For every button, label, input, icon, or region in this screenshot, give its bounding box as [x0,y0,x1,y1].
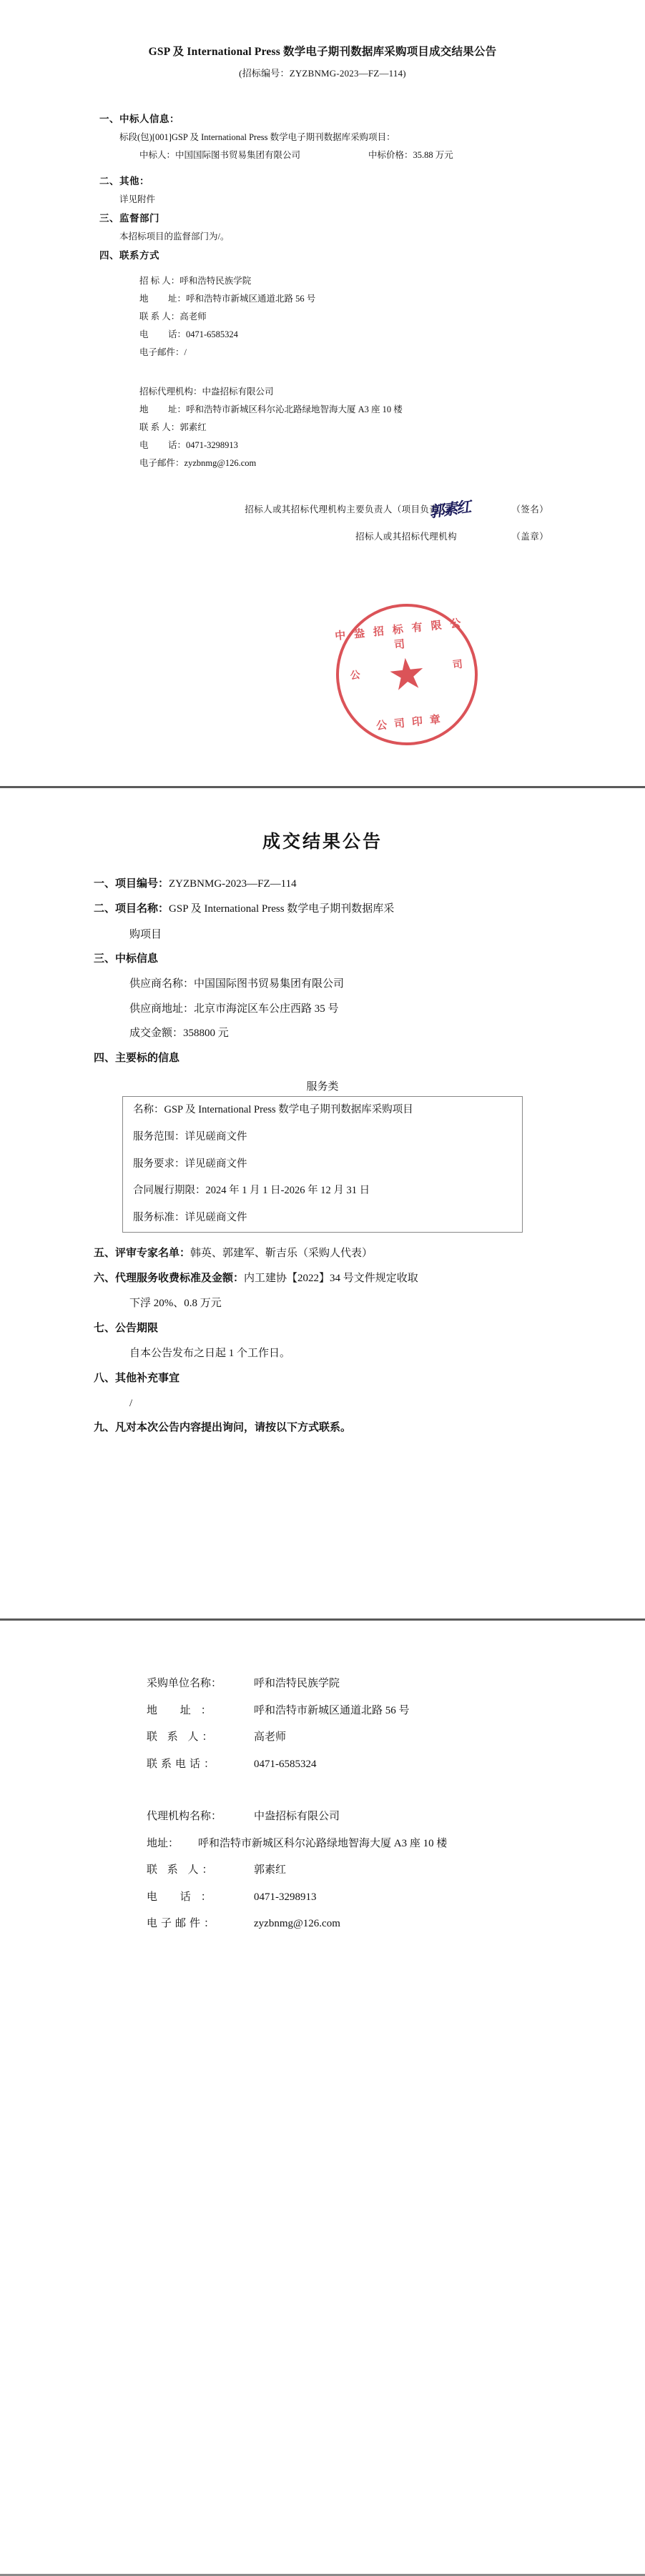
buyer-person-row [147,1724,577,1751]
subject-table [122,1096,523,1233]
tenderee-email-value: / [184,347,187,358]
table-row: 名称：GSP 及 International Press 数学电子期刊数据库采购项目 [133,1104,413,1115]
tenderee-address-label: 地 [139,294,152,304]
agent3-name-label: 代理机构名称： [147,1811,222,1822]
signature-line-person [68,497,577,524]
tenderee-contact-value: 呼和浩特民族学院 [179,276,252,287]
experts-label: 五、评审专家名单： [94,1247,191,1259]
tenderee-person-label: 联 系 人： [139,312,180,322]
seal-left-text: 公 [350,670,361,682]
agent3-phone-value: 0471-3298913 [254,1891,317,1903]
signature-line-person-tail: （签名） [511,504,548,515]
project-number-label: 一、项目编号： [94,878,169,890]
tenderee-address [139,290,577,308]
page1-title: GSP 及 International Press 数学电子期刊数据库采购项目成交结果公告 [148,46,497,58]
buyer-address-label: 地 址： [147,1704,222,1716]
experts-row [94,1241,577,1266]
tenderee-person-value: 高老师 [179,312,207,322]
supervision-body: 本招标项目的监督部门为/。 [119,232,230,242]
winner-label: 中标人： [139,150,176,161]
agent3-phone-row [147,1884,577,1911]
signature-line-org-label: 招标人或其招标代理机构 [355,531,457,542]
tenderee-phone [139,326,577,344]
agent-name-value: 中盎招标有限公司 [202,387,274,397]
agent3-address-value: 呼和浩特市新城区科尔沁路绿地智海大厦 A3 座 10 楼 [198,1837,448,1849]
tenderee-email-label: 电子邮件： [139,347,184,358]
agent-phone-colon: 话： [168,440,187,451]
section-heading-winner: 一、中标人信息： [99,114,179,125]
page-1 [0,0,645,786]
agent-fee-row [94,1266,577,1291]
agent-fee-label: 六、代理服务收费标准及金额： [94,1273,245,1284]
buyer-person-label: 联 系 人： [147,1731,217,1743]
tenderee-phone-colon: 话： [168,329,187,340]
seal-star-icon: ★ [385,649,429,700]
price-value: 35.88 万元 [413,150,453,161]
project-number-row [94,872,577,897]
agent3-person-value: 郭素红 [254,1864,287,1876]
tenderee-address-value: 呼和浩特市新城区通道北路 56 号 [186,294,316,304]
agent3-name-row [147,1804,577,1831]
agent-person-label: 联 系 人： [139,422,180,433]
price-label: 中标价格： [368,150,413,161]
agent3-email-value: zyzbnmg@126.com [254,1918,340,1929]
project-name-value-cont: 购项目 [129,928,162,940]
agent3-address-label: 地址： [147,1837,179,1849]
agent-address [139,401,577,419]
agent-phone-value: 0471-3298913 [186,440,238,451]
agent3-phone-label: 电 话： [147,1891,222,1903]
handwritten-signature: 郭素红 [428,497,471,522]
buyer-name-value: 呼和浩特民族学院 [254,1678,340,1689]
agent-name-label: 招标代理机构： [139,387,202,397]
deal-amount: 成交金额：358800 元 [129,1028,229,1040]
agent-email-label: 电子邮件： [139,458,184,469]
table-row: 服务范围：详见磋商文件 [133,1130,247,1143]
agent-email [139,454,577,472]
project-name-label: 二、项目名称： [94,903,169,915]
agent3-person-row [147,1857,577,1884]
signature-line-org [68,524,577,551]
agent3-name-value: 中盎招标有限公司 [254,1811,340,1822]
agent-name-row [139,383,577,401]
agent-address-label: 地 [139,404,152,415]
other-body: 详见附件 [119,194,156,205]
agent3-person-label: 联 系 人： [147,1864,217,1876]
agent-phone-label: 电 [139,440,152,451]
notice-period-body: 自本公告发布之日起 1 个工作日。 [129,1348,291,1359]
tenderee-address-colon: 址： [168,294,187,304]
seal-bottom-text: 公司印章 [375,713,448,732]
table-row: 服务标准：详见磋商文件 [133,1212,247,1223]
supplier-address: 供应商地址：北京市海淀区车公庄西路 35 号 [129,1003,339,1015]
supplement-heading: 八、其他补充事宜 [94,1372,180,1384]
tenderee-phone-label: 电 [139,329,152,340]
tenderee-person [139,308,577,326]
tenderee-contact-label: 招 标 人： [139,276,180,287]
agent3-email-label: 电子邮件： [147,1918,219,1929]
notice-period-heading: 七、公告期限 [94,1322,159,1334]
tenderee-contact-person [139,272,577,290]
bid-package-line: 标段(包)[001]GSP 及 International Press 数学电子期刊数据库采购项目： [119,132,395,143]
buyer-name-row [147,1671,577,1698]
agent-address-colon: 址： [168,404,187,415]
agent3-address-row [147,1831,577,1858]
signature-line-person-label: 招标人或其招标代理机构主要负责人（项目负责人） [245,504,457,515]
agent-person [139,419,577,437]
supplier-name: 供应商名称：中国国际图书贸易集团有限公司 [129,978,345,990]
page-3 [0,1618,645,2574]
tenderee-phone-value: 0471-6585324 [186,329,238,340]
tenderee-email [139,344,577,362]
buyer-phone-label: 联系电话： [147,1758,219,1770]
agent-fee-value: 内工建协【2022】34 号文件规定收取 [244,1273,418,1284]
signature-block [68,497,577,550]
agent-phone [139,437,577,454]
buyer-name-label: 采购单位名称： [147,1678,222,1689]
experts-value: 韩英、郭建军、靳吉乐（采购人代表） [190,1247,373,1259]
main-subject-heading: 四、主要标的信息 [94,1052,180,1064]
buyer-address-row [147,1698,577,1725]
winning-info-heading: 三、中标信息 [94,953,159,965]
table-caption: 服务类 [306,1081,339,1093]
page1-subtitle: (招标编号：ZYZBNMG-2023—FZ—114) [239,68,406,79]
table-row: 合同履行期限：2024 年 1 月 1 日-2026 年 12 月 31 日 [133,1185,370,1197]
page2-title: 成交结果公告 [262,832,383,852]
supplement-body: / [129,1397,133,1409]
buyer-person-value: 高老师 [254,1731,287,1743]
project-number-value: ZYZBNMG-2023—FZ—114 [169,878,297,890]
buyer-phone-row [147,1751,577,1779]
agent3-email-row [147,1911,577,1938]
section-heading-other: 二、其他： [99,176,149,187]
winner-name: 中国国际图书贸易集团有限公司 [175,150,301,161]
seal-top-text: 中盎招标有限公司 [334,617,471,652]
buyer-address-value: 呼和浩特市新城区通道北路 56 号 [254,1704,410,1716]
page-2 [0,786,645,1618]
agent-person-value: 郭素红 [179,422,207,433]
section-heading-contact: 四、联系方式 [99,250,159,262]
project-name-row [94,897,577,922]
company-seal-stamp [329,597,485,752]
winner-row [139,146,577,164]
signature-line-org-tail: （盖章） [511,531,548,542]
agent-email-value: zyzbnmg@126.com [184,458,257,469]
project-name-value: GSP 及 International Press 数学电子期刊数据库采 [169,903,395,915]
agent-fee-value-cont: 下浮 20%、0.8 万元 [129,1298,222,1310]
inquiry-heading: 九、凡对本次公告内容提出询问，请按以下方式联系。 [94,1422,352,1434]
agent-address-value: 呼和浩特市新城区科尔沁北路绿地智海大厦 A3 座 10 楼 [186,404,403,415]
section-heading-supervision: 三、监督部门 [99,213,159,224]
buyer-phone-value: 0471-6585324 [254,1758,317,1770]
seal-right-text: 司 [452,659,463,672]
table-row: 服务要求：详见磋商文件 [133,1158,247,1170]
